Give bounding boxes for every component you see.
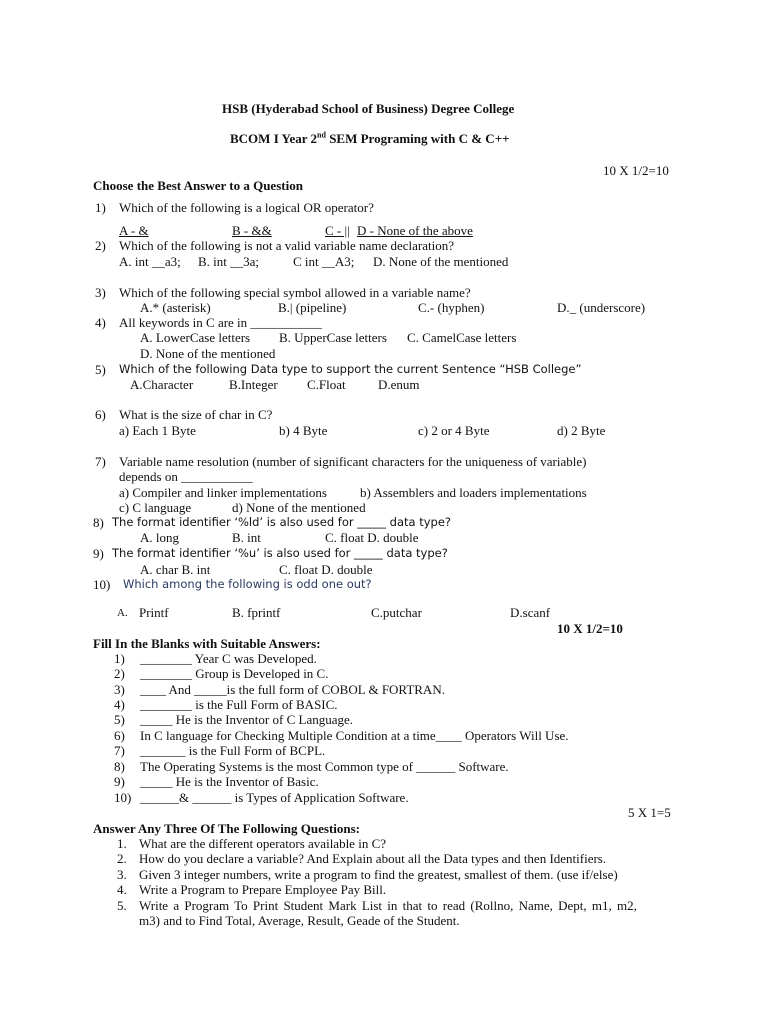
question-number: 5. — [117, 898, 127, 913]
fill-item-number: 1) — [114, 651, 125, 666]
q10-text: Which among the following is odd one out? — [123, 577, 372, 591]
question-text: Write a Program to Prepare Employee Pay Bill. — [139, 882, 387, 897]
question-text: What are the different operators available in C? — [139, 836, 387, 851]
q1-option-c: C - || — [325, 223, 350, 238]
q9-option-cd: C. float D. double — [279, 562, 373, 577]
fill-item-text: _____ He is the Inventor of Basic. — [140, 774, 319, 789]
q5-option-b: B.Integer — [229, 377, 278, 392]
q4-option-c: C. CamelCase letters — [407, 330, 517, 345]
fill-item-number: 3) — [114, 682, 125, 697]
question-number: 1. — [117, 836, 127, 851]
course-title-prefix: BCOM I Year 2 — [230, 131, 318, 146]
q3-option-c: C.- (hyphen) — [418, 300, 485, 315]
q1-number: 1) — [95, 200, 106, 215]
q10-option-b: B. fprintf — [232, 605, 281, 620]
q4-option-a: A. LowerCase letters — [140, 330, 251, 345]
section3-marks: 5 X 1=5 — [628, 805, 671, 820]
section1-marks: 10 X 1/2=10 — [603, 163, 669, 178]
fill-item-text: ______& ______ is Types of Application Software. — [140, 790, 409, 805]
college-title: HSB (Hyderabad School of Business) Degree College — [222, 101, 515, 116]
q8-option-b: B. int — [232, 530, 261, 545]
q9-number: 9) — [93, 546, 104, 561]
q9-text: The format identifier ‘%u’ is also used for _____ data type? — [112, 546, 448, 560]
q4-number: 4) — [95, 315, 106, 330]
q7-number: 7) — [95, 454, 106, 469]
fill-item-number: 2) — [114, 666, 125, 681]
question-text-continued: m3) and to Find Total, Average, Result, Geade of the Student. — [139, 913, 460, 928]
course-title-suffix: SEM Programing with C & C++ — [325, 131, 510, 146]
fill-item-number: 7) — [114, 743, 125, 758]
question-number: 2. — [117, 851, 127, 866]
q2-number: 2) — [95, 238, 106, 253]
q5-option-c: C.Float — [307, 377, 346, 392]
question-number: 3. — [117, 867, 127, 882]
q4-option-b: B. UpperCase letters — [279, 330, 387, 345]
fill-item-number: 4) — [114, 697, 125, 712]
section2-title: Fill In the Blanks with Suitable Answers: — [93, 636, 321, 651]
q4-text: All keywords in C are in ___________ — [119, 315, 322, 330]
q6-option-d: d) 2 Byte — [557, 423, 606, 438]
course-title-superscript: nd — [317, 130, 326, 140]
fill-item-number: 8) — [114, 759, 125, 774]
fill-item-text: _______ is the Full Form of BCPL. — [140, 743, 326, 758]
fill-item-text: ____ And _____is the full form of COBOL & FORTRAN. — [140, 682, 445, 697]
q10-option-a-letter: A. — [117, 607, 128, 619]
q7-option-c: c) C language — [119, 500, 192, 515]
fill-item-number: 10) — [114, 790, 132, 805]
q8-text: The format identifier ‘%ld’ is also used for _____ data type? — [112, 515, 452, 529]
q3-option-a: A.* (asterisk) — [140, 300, 211, 315]
q10-option-a: Printf — [139, 605, 169, 620]
q6-text: What is the size of char in C? — [119, 407, 273, 422]
q7-option-d: d) None of the mentioned — [232, 500, 366, 515]
q5-option-d: D.enum — [378, 377, 420, 392]
q1-option-b: B - && — [232, 223, 272, 238]
course-title — [230, 131, 510, 146]
section1-title: Choose the Best Answer to a Question — [93, 178, 303, 193]
q10-option-c: C.putchar — [371, 605, 422, 620]
question-text: Given 3 integer numbers, write a program to find the greatest, smallest of them. (use if/else) — [139, 867, 618, 882]
q6-option-b: b) 4 Byte — [279, 423, 328, 438]
q2-option-c: C int __A3; — [293, 254, 355, 269]
q2-option-a: A. int __a3; — [119, 254, 181, 269]
q6-option-a: a) Each 1 Byte — [119, 423, 196, 438]
fill-item-number: 6) — [114, 728, 125, 743]
fill-item-text: The Operating Systems is the most Common type of ______ Software. — [140, 759, 509, 774]
fill-item-text: In C language for Checking Multiple Condition at a time____ Operators Will Use. — [140, 728, 569, 743]
fill-item-text: ________ is the Full Form of BASIC. — [140, 697, 338, 712]
q3-number: 3) — [95, 285, 106, 300]
q5-text: Which of the following Data type to support the current Sentence “HSB College” — [119, 362, 582, 376]
q7-text-continued: depends on ___________ — [119, 469, 253, 484]
q9-option-ab: A. char B. int — [140, 562, 211, 577]
q3-option-d: D._ (underscore) — [557, 300, 646, 315]
fill-item-text: ________ Year C was Developed. — [140, 651, 317, 666]
q4-option-d: D. None of the mentioned — [140, 346, 276, 361]
q8-number: 8) — [93, 515, 104, 530]
q2-option-b: B. int __3a; — [198, 254, 260, 269]
q10-option-d: D.scanf — [510, 605, 551, 620]
q5-option-a: A.Character — [130, 377, 194, 392]
fill-item-number: 5) — [114, 712, 125, 727]
q5-number: 5) — [95, 362, 106, 377]
q1-option-a: A - & — [119, 223, 149, 238]
fill-item-number: 9) — [114, 774, 125, 789]
q6-number: 6) — [95, 407, 106, 422]
q2-text: Which of the following is not a valid variable name declaration? — [119, 238, 454, 253]
q1-text: Which of the following is a logical OR operator? — [119, 200, 374, 215]
q3-option-b: B.| (pipeline) — [278, 300, 347, 315]
q6-option-c: c) 2 or 4 Byte — [418, 423, 490, 438]
fill-item-text: _____ He is the Inventor of C Language. — [140, 712, 354, 727]
q7-option-b: b) Assemblers and loaders implementations — [360, 485, 587, 500]
q7-text: Variable name resolution (number of significant characters for the uniqueness of variable) — [119, 454, 587, 469]
q8-option-a: A. long — [140, 530, 179, 545]
q10-number: 10) — [93, 577, 111, 592]
q8-option-cd: C. float D. double — [325, 530, 419, 545]
question-number: 4. — [117, 882, 127, 897]
fill-item-text: ________ Group is Developed in C. — [140, 666, 329, 681]
q7-option-a: a) Compiler and linker implementations — [119, 485, 327, 500]
section3-title: Answer Any Three Of The Following Questions: — [93, 821, 361, 836]
question-text: How do you declare a variable? And Explain about all the Data types and then Identifiers. — [139, 851, 607, 866]
q2-option-d: D. None of the mentioned — [373, 254, 509, 269]
q1-option-d: D - None of the above — [357, 223, 473, 238]
q3-text: Which of the following special symbol allowed in a variable name? — [119, 285, 471, 300]
question-text: Write a Program To Print Student Mark List in that to read (Rollno, Name, Dept, m1, m2, — [139, 898, 637, 913]
section2-marks: 10 X 1/2=10 — [557, 621, 623, 636]
